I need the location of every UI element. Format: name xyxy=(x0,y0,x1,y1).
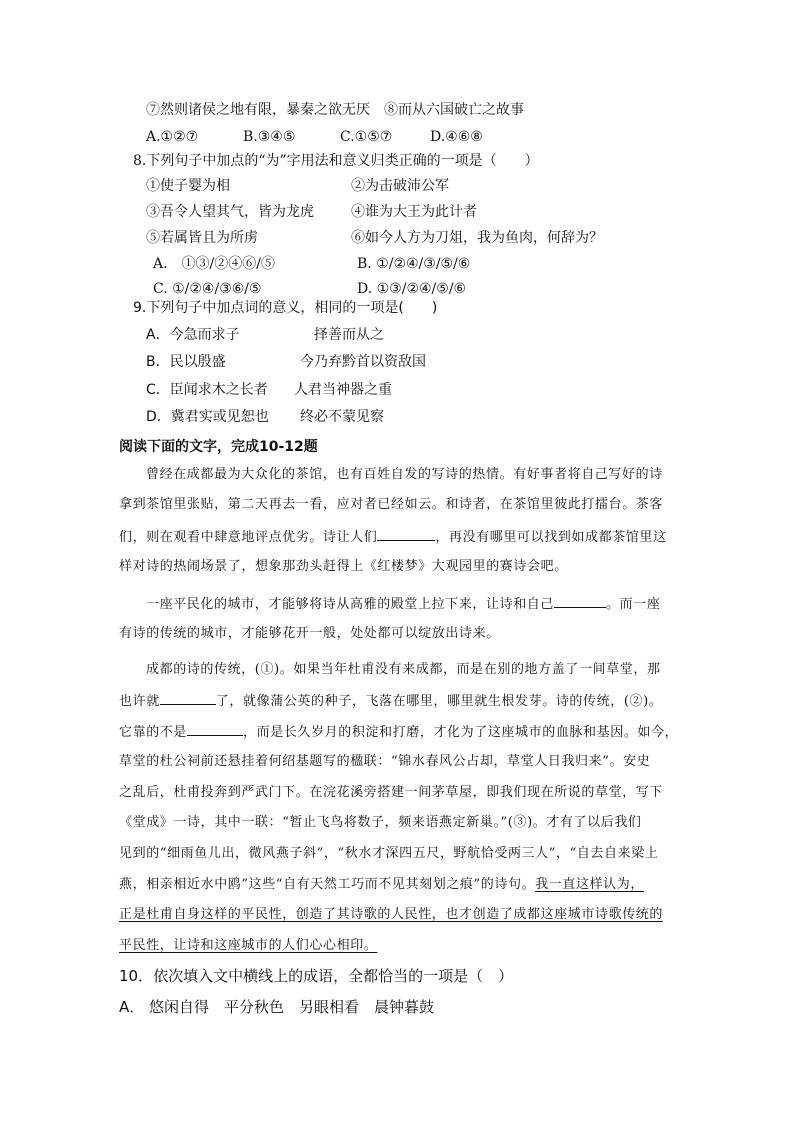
q7-option-d: D.④⑥⑧ xyxy=(430,129,483,145)
q8-option-d: D. ①③/②④/⑤/⑥ xyxy=(357,281,467,297)
p3-underlined-line-9: 正是杜甫自身这样的平民性，创造了其诗歌的人民性，也才创造了成都这座城市诗歌传统的 xyxy=(119,907,664,922)
q9-option-d-left: D．冀君实或见恕也 xyxy=(146,409,269,425)
p3-underlined-line-10: 平民性，让诗和这座城市的人们心心相印。 xyxy=(119,938,378,953)
q7-stem-line: ⑦然则诸侯之地有限，暴秦之欲无厌 ⑧而从六国破亡之故事 xyxy=(146,102,524,118)
q9-option-b-right: 今乃弃黔首以资敌国 xyxy=(300,354,426,370)
p2-line-1-start: 一座平民化的城市，才能够将诗从高雅的殿堂上拉下来，让诗和自己 xyxy=(146,597,555,612)
p2-line-1 xyxy=(146,593,660,615)
q9-option-c-right: 人君当神器之重 xyxy=(294,382,392,398)
q9-stem: 9.下列句子中加点词的意义，相同的一项是( ) xyxy=(133,300,438,316)
q8-option-a: A． ①③/②④⑥/⑤ xyxy=(153,256,275,272)
q8-item-6: ⑥如今人方为刀俎，我为鱼肉，何辞为？ xyxy=(351,230,603,246)
q9-option-c-left: C．臣闻求木之长者 xyxy=(146,382,268,398)
p2-line-1-end: 。而一座 xyxy=(606,597,661,612)
p3-line-8 xyxy=(119,875,644,895)
p3-line-8-start: 燕，相亲相近水中鸥”这些“自有天然工巧而不见其刻划之痕”的诗句。 xyxy=(119,877,536,892)
p3-line-6: 《堂成》一诗，其中一联：“暂止飞鸟将数子，频来语燕定新巢。”(③)。才有了以后我们 xyxy=(119,815,642,830)
blank-4 xyxy=(187,721,243,736)
p3-line-3-end: ，而是长久岁月的积淀和打磨，才化为了这座城市的血脉和基因。如今， xyxy=(243,725,679,740)
p3-line-5: 之乱后，杜甫投奔到严武门下。在浣花溪旁搭建一间茅草屋，即我们现在所说的草堂，写下 xyxy=(119,785,664,800)
p1-line-4: 样对诗的热闹场景了，想象那劲头赶得上《红楼梦》大观园里的赛诗会吧。 xyxy=(119,559,568,574)
p1-line-3-end: ，再没有哪里可以找到如成都茶馆里这 xyxy=(435,530,667,545)
q7-option-c: C.①⑤⑦ xyxy=(340,129,393,145)
q8-option-c: C. ①/②④/③⑥/⑤ xyxy=(153,281,262,297)
p1-line-3 xyxy=(119,526,667,548)
p2-line-2: 有诗的传统的城市，才能够花开一般，处处都可以绽放出诗来。 xyxy=(119,626,500,641)
q8-stem: 8.下列句子中加点的“为”字用法和意义归类正确的一项是（ ） xyxy=(133,153,539,169)
q10-stem: 10．依次填入文中横线上的成语，全都恰当的一项是（ ） xyxy=(119,967,514,985)
p1-line-1: 曾经在成都最为大众化的茶馆，也有百姓自发的写诗的热情。有好事者将自己写好的诗 xyxy=(146,467,663,482)
q9-option-d-right: 终必不蒙见察 xyxy=(300,409,384,425)
p3-line-2-end: 了，就像蒲公英的种子，飞落在哪里，哪里就生根发芽。诗的传统，(②)。 xyxy=(215,694,663,709)
q10-option-a: A． 悠闲自得 平分秋色 另眼相看 晨钟暮鼓 xyxy=(119,998,435,1016)
p1-line-3-start: 们，则在观看中肆意地评点优劣。诗让人们 xyxy=(119,530,378,545)
blank-2 xyxy=(554,593,606,608)
q8-item-4: ④谁为大王为此计者 xyxy=(351,204,477,220)
p3-line-7: 见到的“细雨鱼儿出，微风燕子斜”，“秋水才深四五尺，野航恰受两三人”，“自去自来梁上 xyxy=(119,846,659,861)
q7-option-a: A.①②⑦ xyxy=(146,129,199,145)
q8-item-1: ①使子婴为相 xyxy=(146,178,230,194)
p3-line-2 xyxy=(119,690,662,712)
q8-item-5: ⑤若属皆且为所虏 xyxy=(146,230,258,246)
q8-option-b: B. ①/②④/③/⑤/⑥ xyxy=(357,256,471,272)
p3-line-2-start: 也许就 xyxy=(119,694,160,709)
p1-line-2: 拿到茶馆里张贴，第二天再去一看，应对者已经如云。和诗者，在茶馆里彼此打擂台。茶客 xyxy=(119,497,664,512)
blank-1 xyxy=(377,526,435,541)
q8-item-3: ③吾令人望其气，皆为龙虎 xyxy=(146,204,314,220)
p3-line-4: 草堂的杜公祠前还悬挂着何绍基题写的楹联：“锦水春风公占却，草堂人日我归来”。安史 xyxy=(119,754,651,769)
q9-option-a-left: A．今急而求子 xyxy=(146,327,240,343)
p3-line-3-start: 它靠的不是 xyxy=(119,725,188,740)
q9-option-a-right: 择善而从之 xyxy=(314,327,384,343)
q9-option-b-left: B．民以殷盛 xyxy=(146,354,226,370)
blank-3 xyxy=(160,690,216,705)
q7-option-b: B.③④⑤ xyxy=(243,129,296,145)
p3-line-1: 成都的诗的传统，(①)。如果当年杜甫没有来成都，而是在别的地方盖了一间草堂，那 xyxy=(146,662,661,677)
p3-line-3 xyxy=(119,721,678,743)
q8-item-2: ②为击破沛公军 xyxy=(351,178,449,194)
reading-heading: 阅读下面的文字，完成10-12题 xyxy=(119,439,318,455)
p3-underlined-sentence-start: 我一直这样认为， xyxy=(535,877,644,892)
